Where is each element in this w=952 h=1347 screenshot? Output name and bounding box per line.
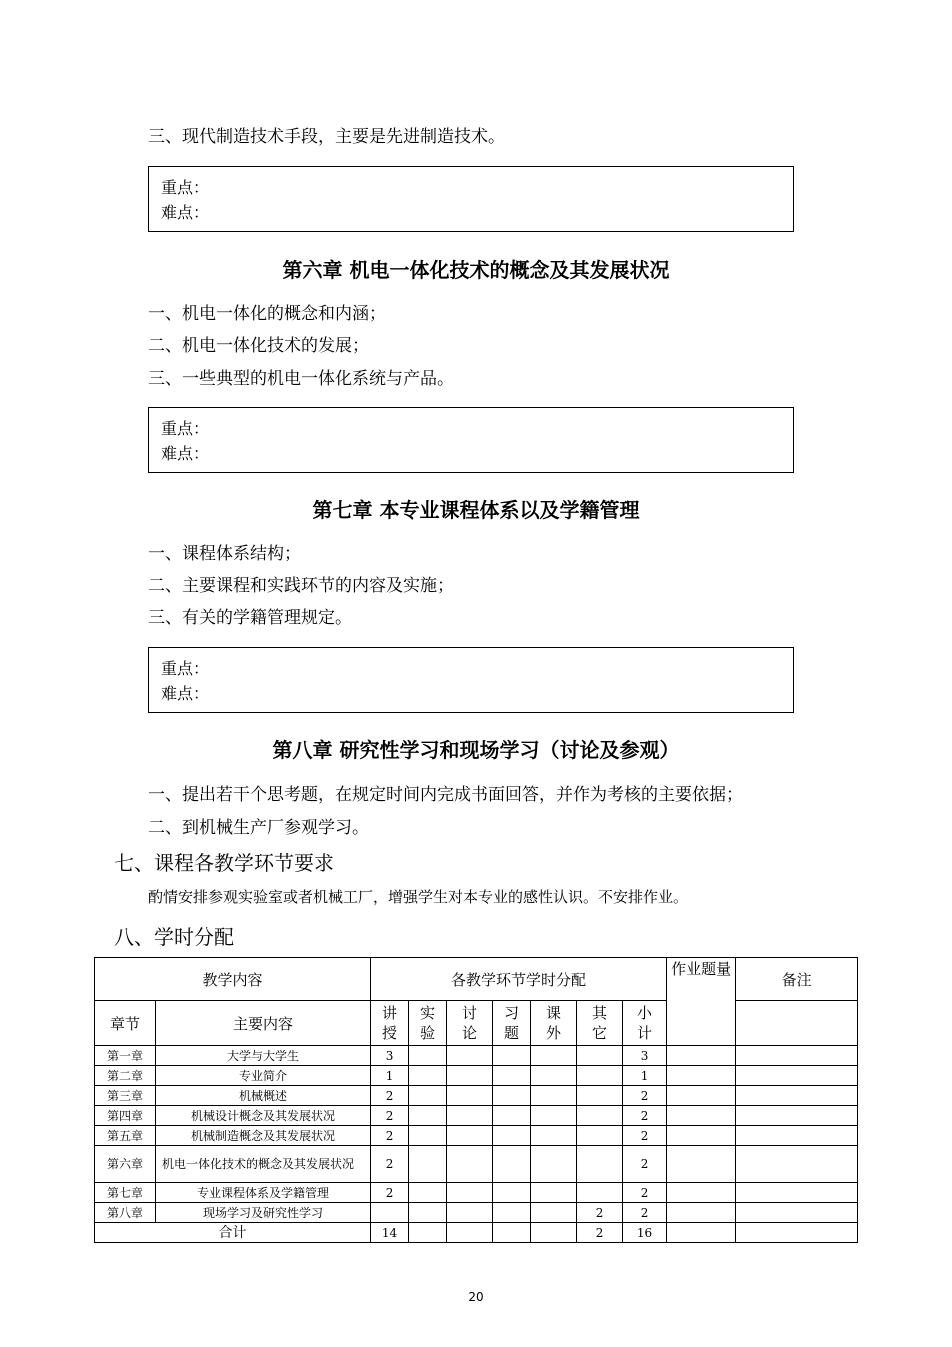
header-chapter: 章节	[95, 1001, 156, 1046]
table-row	[95, 1203, 858, 1223]
row-other: 2	[577, 1203, 623, 1223]
row-remarks	[736, 1183, 858, 1203]
row-experiment	[409, 1046, 447, 1066]
row-lecture	[371, 1203, 409, 1223]
row-chapter: 第八章	[95, 1203, 156, 1223]
header-remarks: 备注	[736, 958, 858, 1001]
chapter8-item-1: 一、提出若干个思考题，在规定时间内完成书面回答，并作为考核的主要依据；	[148, 785, 743, 805]
row-remarks	[736, 1203, 858, 1223]
section8-title: 八、学时分配	[114, 925, 234, 949]
row-exercise	[493, 1126, 531, 1146]
total-subtotal: 16	[623, 1223, 667, 1243]
table-header-row-1	[95, 958, 858, 1001]
row-subtotal: 2	[623, 1203, 667, 1223]
total-remarks	[736, 1223, 858, 1243]
row-exercise	[493, 1106, 531, 1126]
row-chapter: 第六章	[95, 1146, 156, 1183]
table-row	[95, 1183, 858, 1203]
chapter6-item-2: 二、机电一体化技术的发展；	[148, 336, 369, 356]
row-content: 机械概述	[156, 1086, 371, 1106]
row-other	[577, 1146, 623, 1183]
key-point-label: 重点：	[161, 419, 210, 438]
table-row	[95, 1106, 858, 1126]
row-chapter: 第一章	[95, 1046, 156, 1066]
table-row	[95, 1126, 858, 1146]
row-remarks	[736, 1066, 858, 1086]
row-discussion	[447, 1106, 493, 1126]
chapter5-item-3: 三、现代制造技术手段，主要是先进制造技术。	[148, 127, 505, 147]
row-other	[577, 1126, 623, 1146]
row-homework	[667, 1086, 736, 1106]
row-lecture: 2	[371, 1106, 409, 1126]
total-experiment	[409, 1223, 447, 1243]
header-homework: 作业题量	[667, 958, 736, 1046]
row-chapter: 第二章	[95, 1066, 156, 1086]
table-row	[95, 1046, 858, 1066]
row-subtotal: 2	[623, 1106, 667, 1126]
row-experiment	[409, 1183, 447, 1203]
row-chapter: 第五章	[95, 1126, 156, 1146]
header-lecture: 讲授	[371, 1001, 409, 1046]
row-exercise	[493, 1066, 531, 1086]
section7-text: 酌情安排参观实验室或者机械工厂，增强学生对本专业的感性认识。不安排作业。	[148, 888, 689, 906]
row-chapter: 第四章	[95, 1106, 156, 1126]
row-experiment	[409, 1146, 447, 1183]
row-homework	[667, 1183, 736, 1203]
header-discussion: 讨论	[447, 1001, 493, 1046]
row-other	[577, 1046, 623, 1066]
header-main-content: 主要内容	[156, 1001, 371, 1046]
row-extracurricular	[531, 1146, 577, 1183]
total-homework	[667, 1223, 736, 1243]
header-hours-allocation: 各教学环节学时分配	[371, 958, 667, 1001]
chapter6-item-3: 三、一些典型的机电一体化系统与产品。	[148, 369, 454, 389]
row-remarks	[736, 1146, 858, 1183]
total-other: 2	[577, 1223, 623, 1243]
row-discussion	[447, 1183, 493, 1203]
row-experiment	[409, 1203, 447, 1223]
row-remarks	[736, 1106, 858, 1126]
row-extracurricular	[531, 1106, 577, 1126]
row-extracurricular	[531, 1126, 577, 1146]
row-extracurricular	[531, 1086, 577, 1106]
row-experiment	[409, 1106, 447, 1126]
row-discussion	[447, 1066, 493, 1086]
header-remarks-blank	[736, 1001, 858, 1046]
table-row	[95, 1146, 858, 1183]
row-content: 现场学习及研究性学习	[156, 1203, 371, 1223]
total-label: 合计	[95, 1223, 371, 1243]
chapter7-item-3: 三、有关的学籍管理规定。	[148, 608, 352, 628]
row-discussion	[447, 1203, 493, 1223]
header-subtotal: 小计	[623, 1001, 667, 1046]
row-chapter: 第七章	[95, 1183, 156, 1203]
difficulty-label: 难点：	[161, 684, 210, 703]
row-discussion	[447, 1046, 493, 1066]
row-homework	[667, 1066, 736, 1086]
total-exercise	[493, 1223, 531, 1243]
total-extracurricular	[531, 1223, 577, 1243]
hours-allocation-table	[94, 957, 858, 1243]
row-homework	[667, 1203, 736, 1223]
row-homework	[667, 1126, 736, 1146]
chapter7-item-1: 一、课程体系结构；	[148, 544, 301, 564]
table-header-row-2	[95, 1001, 858, 1046]
row-lecture: 2	[371, 1126, 409, 1146]
row-lecture: 2	[371, 1146, 409, 1183]
chapter7-title: 第七章 本专业课程体系以及学籍管理	[312, 498, 640, 522]
key-point-label: 重点：	[161, 178, 210, 197]
header-exercise: 习题	[493, 1001, 531, 1046]
key-point-label: 重点：	[161, 659, 210, 678]
difficulty-label: 难点：	[161, 203, 210, 222]
row-extracurricular	[531, 1183, 577, 1203]
row-discussion	[447, 1146, 493, 1183]
header-extracurricular: 课外	[531, 1001, 577, 1046]
row-content: 大学与大学生	[156, 1046, 371, 1066]
row-extracurricular	[531, 1046, 577, 1066]
row-homework	[667, 1106, 736, 1126]
row-homework	[667, 1146, 736, 1183]
row-subtotal: 3	[623, 1046, 667, 1066]
total-discussion	[447, 1223, 493, 1243]
row-exercise	[493, 1146, 531, 1183]
row-extracurricular	[531, 1066, 577, 1086]
table-row	[95, 1086, 858, 1106]
row-extracurricular	[531, 1203, 577, 1223]
row-content: 机械设计概念及其发展状况	[156, 1106, 371, 1126]
row-experiment	[409, 1126, 447, 1146]
row-subtotal: 1	[623, 1066, 667, 1086]
row-content: 机电一体化技术的概念及其发展状况	[156, 1146, 371, 1183]
total-lecture: 14	[371, 1223, 409, 1243]
row-discussion	[447, 1126, 493, 1146]
row-remarks	[736, 1126, 858, 1146]
row-content: 专业简介	[156, 1066, 371, 1086]
row-subtotal: 2	[623, 1086, 667, 1106]
row-exercise	[493, 1183, 531, 1203]
row-lecture: 1	[371, 1066, 409, 1086]
chapter6-title: 第六章 机电一体化技术的概念及其发展状况	[282, 258, 670, 282]
row-exercise	[493, 1203, 531, 1223]
row-subtotal: 2	[623, 1183, 667, 1203]
row-exercise	[493, 1086, 531, 1106]
row-experiment	[409, 1066, 447, 1086]
row-discussion	[447, 1086, 493, 1106]
header-experiment: 实验	[409, 1001, 447, 1046]
row-other	[577, 1106, 623, 1126]
chapter8-title: 第八章 研究性学习和现场学习（讨论及参观）	[272, 738, 680, 762]
row-lecture: 3	[371, 1046, 409, 1066]
row-chapter: 第三章	[95, 1086, 156, 1106]
chapter5-key-points-box	[148, 166, 794, 232]
row-exercise	[493, 1046, 531, 1066]
table-row	[95, 1066, 858, 1086]
header-teaching-content: 教学内容	[95, 958, 371, 1001]
row-lecture: 2	[371, 1183, 409, 1203]
row-experiment	[409, 1086, 447, 1106]
row-other	[577, 1086, 623, 1106]
chapter7-key-points-box	[148, 647, 794, 713]
chapter7-item-2: 二、主要课程和实践环节的内容及实施；	[148, 576, 454, 596]
chapter8-item-2: 二、到机械生产厂参观学习。	[148, 818, 369, 838]
row-subtotal: 2	[623, 1126, 667, 1146]
row-homework	[667, 1046, 736, 1066]
chapter6-key-points-box	[148, 407, 794, 473]
page-number: 20	[468, 1290, 484, 1304]
difficulty-label: 难点：	[161, 444, 210, 463]
table-total-row	[95, 1223, 858, 1243]
row-content: 机械制造概念及其发展状况	[156, 1126, 371, 1146]
row-content: 专业课程体系及学籍管理	[156, 1183, 371, 1203]
row-other	[577, 1183, 623, 1203]
chapter6-item-1: 一、机电一体化的概念和内涵；	[148, 304, 386, 324]
header-other: 其它	[577, 1001, 623, 1046]
row-lecture: 2	[371, 1086, 409, 1106]
row-other	[577, 1066, 623, 1086]
row-subtotal: 2	[623, 1146, 667, 1183]
section7-title: 七、课程各教学环节要求	[114, 851, 334, 875]
row-remarks	[736, 1046, 858, 1066]
row-remarks	[736, 1086, 858, 1106]
